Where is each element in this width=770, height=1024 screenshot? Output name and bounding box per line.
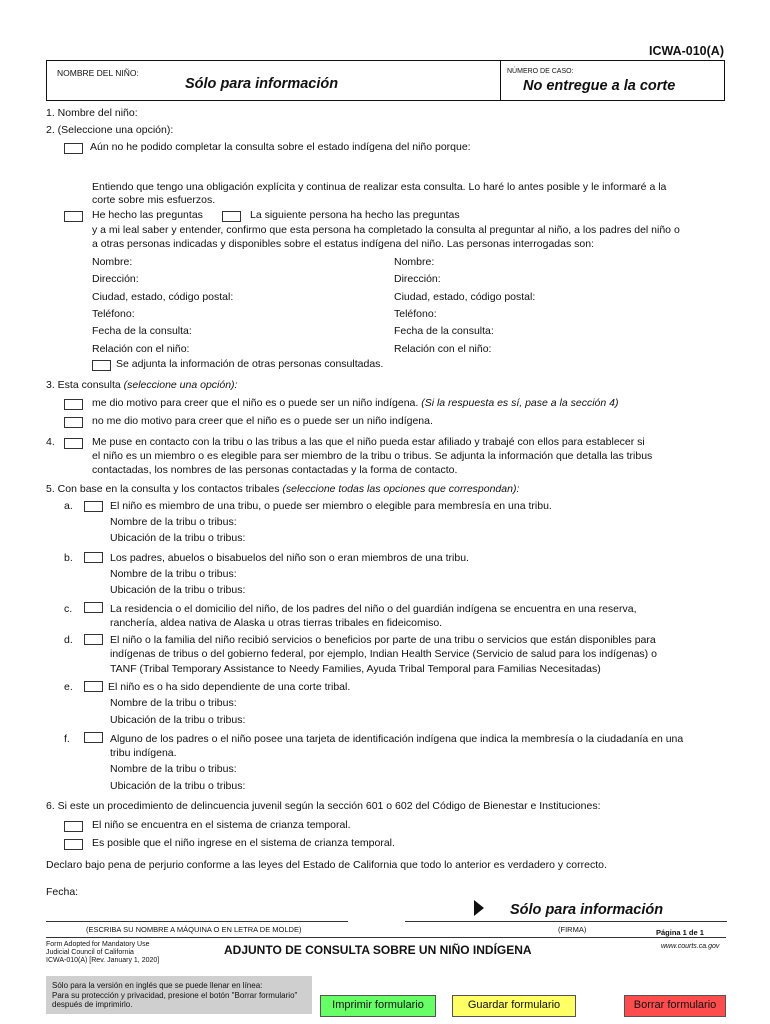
item-5d-checkbox[interactable] bbox=[84, 634, 103, 645]
item-5-text: 5. Con base en la consulta y los contactos tribales bbox=[46, 483, 280, 495]
item-2a-cont2: corte sobre mis esfuerzos. bbox=[92, 194, 216, 206]
item-3-text: 3. Esta consulta bbox=[46, 379, 121, 391]
item-5c-letter: c. bbox=[64, 603, 73, 615]
item-5c-line2: ranchería, aldea nativa de Alaska u otras tierras tribales en fideicomiso. bbox=[110, 617, 443, 629]
item-5b-tribe-name: Nombre de la tribu o tribus: bbox=[110, 568, 237, 580]
signature-field[interactable]: Sólo para información bbox=[510, 902, 664, 918]
footer-rule bbox=[46, 937, 726, 938]
item-4-line2: el niño es un miembro o es elegible para ser miembro de la tribu o tribus. Se adjunta la información que detalla las tribus bbox=[92, 450, 653, 462]
date-label: Fecha: bbox=[46, 886, 79, 898]
item-5b-tribe-location: Ubicación de la tribu o tribus: bbox=[110, 584, 246, 596]
form-id: ICWA-010(A) bbox=[648, 44, 724, 58]
item-5b-letter: b. bbox=[64, 552, 73, 564]
item-3a-line bbox=[92, 397, 618, 410]
item-4-line3: contactadas, los nombres de las personas contactadas y la forma de contacto. bbox=[92, 464, 458, 476]
case-number-label: NÚMERO DE CASO: bbox=[507, 68, 574, 75]
item-5b-checkbox[interactable] bbox=[84, 552, 103, 563]
person2-relation-label: Relación con el niño: bbox=[394, 343, 492, 355]
item-5d-line1: El niño o la familia del niño recibió servicios o beneficios por parte de una tribu o servicios que están disponibles para bbox=[110, 634, 656, 646]
caption-divider bbox=[500, 61, 501, 100]
item-5e-tribe-name: Nombre de la tribu o tribus: bbox=[110, 697, 237, 709]
person2-date-label: Fecha de la consulta: bbox=[394, 325, 494, 337]
item-4-checkbox[interactable] bbox=[64, 438, 83, 449]
declaration-text: Declaro bajo pena de perjurio conforme a las leyes del Estado de California que todo lo anterior es verdadero y correcto. bbox=[46, 859, 607, 871]
item-5b-text: Los padres, abuelos o bisabuelos del niño son o eran miembros de una tribu. bbox=[110, 552, 469, 564]
item-5d-line3: TANF (Tribal Temporary Assistance to Needy Families, Ayuda Tribal Temporal para Familias Necesitadas) bbox=[110, 663, 601, 675]
signature-caption: (FIRMA) bbox=[558, 925, 587, 934]
item-5a-text: El niño es miembro de una tribu, o puede ser miembro o elegible para membresía en una tribu. bbox=[110, 500, 552, 512]
courts-url: www.courts.ca.gov bbox=[661, 943, 720, 950]
item-6b-checkbox[interactable] bbox=[64, 839, 83, 850]
person1-date-label: Fecha de la consulta: bbox=[92, 325, 192, 337]
item-3-label bbox=[46, 379, 237, 392]
item-5a-letter: a. bbox=[64, 500, 73, 512]
item-3a-note: (Si la respuesta es sí, pase a la sección 4) bbox=[421, 397, 619, 409]
attached-checkbox[interactable] bbox=[92, 360, 111, 371]
print-form-button[interactable]: Imprimir formulario bbox=[320, 995, 436, 1017]
footer-adopted-line2: Judicial Council of California bbox=[46, 949, 134, 957]
person2-phone-label: Teléfono: bbox=[394, 308, 437, 320]
item-6-label: 6. Si este un procedimiento de delincuencia juvenil según la sección 601 o 602 del Código de Bienestar e Instituciones: bbox=[46, 800, 601, 812]
footer-adopted bbox=[46, 941, 159, 965]
footer-adopted-line1: Form Adopted for Mandatory Use bbox=[46, 941, 150, 948]
caption-box bbox=[46, 60, 725, 101]
item-3a-text: me dio motivo para creer que el niño es o puede ser un niño indígena. bbox=[92, 397, 419, 409]
item-2a-text: Aún no he podido completar la consulta sobre el estado indígena del niño porque: bbox=[90, 141, 471, 153]
page-number: Página 1 de 1 bbox=[656, 928, 704, 937]
item-5a-tribe-name: Nombre de la tribu o tribus: bbox=[110, 516, 237, 528]
item-5d-line2: indígenas de tribus o del gobierno federal, por ejemplo, Indian Health Service (Servicio de salud para los indígenas) o bbox=[110, 648, 657, 660]
name-line bbox=[46, 921, 348, 922]
person2-city-label: Ciudad, estado, código postal: bbox=[394, 291, 536, 303]
item-2-label: 2. (Seleccione una opción): bbox=[46, 124, 174, 136]
form-title: ADJUNTO DE CONSULTA SOBRE UN NIÑO INDÍGENA bbox=[224, 943, 532, 957]
item-5e-letter: e. bbox=[64, 681, 73, 693]
signature-line bbox=[405, 921, 727, 922]
attached-text: Se adjunta la información de otras personas consultadas. bbox=[116, 358, 384, 370]
name-caption: (ESCRIBA SU NOMBRE A MÁQUINA O EN LETRA DE MOLDE) bbox=[86, 925, 302, 934]
item-2b-text: He hecho las preguntas bbox=[92, 209, 203, 221]
item-5e-tribe-location: Ubicación de la tribu o tribus: bbox=[110, 714, 246, 726]
clear-form-button[interactable]: Borrar formulario bbox=[624, 995, 726, 1017]
item-5f-tribe-name: Nombre de la tribu o tribus: bbox=[110, 763, 237, 775]
privacy-note-line3: después de imprimirlo. bbox=[52, 1000, 133, 1010]
item-3b-checkbox[interactable] bbox=[64, 417, 83, 428]
item-2c-checkbox[interactable] bbox=[222, 211, 241, 222]
person2-address-label: Dirección: bbox=[394, 273, 441, 285]
save-form-button[interactable]: Guardar formulario bbox=[452, 995, 576, 1017]
privacy-note bbox=[46, 976, 312, 1014]
item-2c-text: La siguiente persona ha hecho las preguntas bbox=[250, 209, 460, 221]
item-2a-cont1: Entiendo que tengo una obligación explícita y continua de realizar esta consulta. Lo haré lo antes posible y le informaré a la bbox=[92, 181, 667, 193]
item-5f-line1: Alguno de los padres o el niño posee una tarjeta de identificación indígena que indica la membresía o la ciudadanía en una bbox=[110, 733, 684, 745]
item-5c-checkbox[interactable] bbox=[84, 602, 103, 613]
item-2-text1: y a mi leal saber y entender, confirmo que esta persona ha completado la consulta al preguntar al niño, a los padres del niño o bbox=[92, 224, 680, 236]
item-2b-checkbox[interactable] bbox=[64, 211, 83, 222]
item-2-text2: a otras personas indicadas y disponibles sobre el estatus indígena del niño. Las personas interrogadas son: bbox=[92, 238, 594, 250]
privacy-note-line2: Para su protección y privacidad, presione el botón "Borrar formulario" bbox=[52, 990, 298, 1000]
item-5a-checkbox[interactable] bbox=[84, 501, 103, 512]
item-5-label bbox=[46, 483, 519, 496]
item-5a-tribe-location: Ubicación de la tribu o tribus: bbox=[110, 532, 246, 544]
item-4-number: 4. bbox=[46, 436, 55, 448]
item-5f-checkbox[interactable] bbox=[84, 732, 103, 743]
item-4-line1: Me puse en contacto con la tribu o las tribus a las que el niño pueda estar afiliado y trabajé con ellos para establecer si bbox=[92, 436, 645, 448]
footer-adopted-line3: ICWA-010(A) [Rev. January 1, 2020] bbox=[46, 957, 160, 965]
item-3-instruction: (seleccione una opción): bbox=[123, 379, 238, 391]
sign-here-arrow-icon bbox=[474, 900, 484, 916]
person1-name-label: Nombre: bbox=[92, 256, 133, 268]
child-name-label: NOMBRE DEL NIÑO: bbox=[57, 68, 139, 78]
item-5e-text: El niño es o ha sido dependiente de una corte tribal. bbox=[108, 681, 351, 693]
item-5c-line1: La residencia o el domicilio del niño, de los padres del niño o del guardián indígena se encuentra en una reserva, bbox=[110, 603, 637, 615]
item-3b-text: no me dio motivo para creer que el niño es o puede ser un niño indígena. bbox=[92, 415, 433, 427]
item-6b-text: Es posible que el niño ingrese en el sistema de crianza temporal. bbox=[92, 837, 395, 849]
item-3a-checkbox[interactable] bbox=[64, 399, 83, 410]
item-5f-line2: tribu indígena. bbox=[110, 747, 177, 759]
person1-relation-label: Relación con el niño: bbox=[92, 343, 190, 355]
item-5f-tribe-location: Ubicación de la tribu o tribus: bbox=[110, 780, 246, 792]
privacy-note-line1: Sólo para la versión en inglés que se puede llenar en línea: bbox=[52, 981, 263, 990]
item-6a-text: El niño se encuentra en el sistema de crianza temporal. bbox=[92, 819, 351, 831]
item-5-instruction: (seleccione todas las opciones que correspondan): bbox=[282, 483, 520, 495]
person1-city-label: Ciudad, estado, código postal: bbox=[92, 291, 234, 303]
person1-phone-label: Teléfono: bbox=[92, 308, 135, 320]
item-2a-checkbox[interactable] bbox=[64, 143, 83, 154]
item-1-label: 1. Nombre del niño: bbox=[46, 107, 138, 119]
person2-name-label: Nombre: bbox=[394, 256, 435, 268]
item-5e-checkbox[interactable] bbox=[84, 681, 103, 692]
person1-address-label: Dirección: bbox=[92, 273, 139, 285]
case-number-field[interactable]: No entregue a la corte bbox=[523, 78, 676, 94]
item-5f-letter: f. bbox=[64, 733, 70, 745]
item-6a-checkbox[interactable] bbox=[64, 821, 83, 832]
child-name-field[interactable]: Sólo para información bbox=[185, 76, 339, 92]
item-5d-letter: d. bbox=[64, 634, 73, 646]
